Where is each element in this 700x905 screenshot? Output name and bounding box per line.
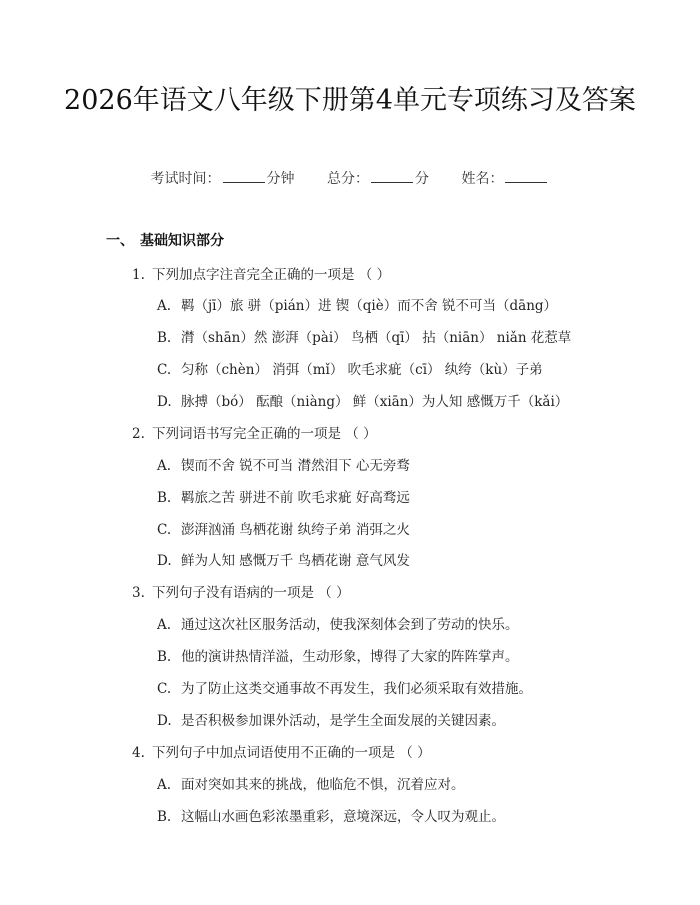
option-letter: A. — [157, 617, 172, 633]
question-number: 2. — [132, 426, 145, 442]
option-text: 这幅山水画色彩浓墨重彩，意境深远，令人叹为观止。 — [181, 809, 505, 825]
option-text: 面对突如其来的挑战，他临危不惧，沉着应对。 — [181, 777, 465, 793]
name-field: 姓名： — [461, 168, 549, 188]
option-text: 脉搏（bó） 酝酿（niàng） 鲜（xiān）为人知 感慨万千（kǎi） — [181, 394, 569, 410]
section-title: 基础知识部分 — [140, 233, 224, 249]
option-text: 羁（jī）旅 骈（pián）进 锲（qiè）而不舍 锐不可当（dāng） — [181, 298, 558, 314]
option-text: 羁旅之苦 骈进不前 吹毛求疵 好高骛远 — [181, 490, 410, 506]
question-text: 下列句子没有语病的一项是 （ ） — [152, 585, 350, 601]
option — [157, 326, 571, 346]
option — [157, 454, 410, 474]
option-letter: C. — [157, 681, 172, 697]
blank-line — [223, 170, 265, 183]
option — [157, 645, 519, 665]
option-letter: B. — [157, 490, 172, 506]
question — [132, 263, 390, 283]
section-heading — [106, 230, 224, 250]
question-text: 下列句子中加点词语使用不正确的一项是 （ ） — [152, 745, 431, 761]
option-letter: D. — [157, 394, 172, 410]
question — [132, 422, 377, 442]
document-title: 2026年语文八年级下册第4单元专项练习及答案 — [64, 85, 636, 116]
question-number: 1. — [132, 267, 145, 283]
option-text: 他的演讲热情洋溢，生动形象，博得了大家的阵阵掌声。 — [181, 649, 519, 665]
option-text: 是否积极参加课外活动，是学生全面发展的关键因素。 — [181, 713, 505, 729]
option — [157, 677, 532, 697]
option-letter: A. — [157, 298, 172, 314]
option — [157, 549, 410, 569]
question-number: 3. — [132, 585, 145, 601]
option-text: 匀称（chèn） 消弭（mǐ） 吹毛求疵（cī） 纨绔（kù）子弟 — [181, 362, 543, 378]
option-text: 澎湃汹涌 鸟栖花谢 纨绔子弟 消弭之火 — [181, 522, 410, 538]
option — [157, 773, 465, 793]
exam-time-field: 考试时间： 分钟 — [150, 171, 295, 187]
option — [157, 613, 519, 633]
question — [132, 741, 431, 761]
option-letter: D. — [157, 713, 172, 729]
option-letter: A. — [157, 777, 172, 793]
option-letter: A. — [157, 458, 172, 474]
option — [157, 709, 505, 729]
option-text: 为了防止这类交通事故不再发生，我们必须采取有效措施。 — [181, 681, 532, 697]
option — [157, 358, 543, 378]
option-letter: D. — [157, 553, 172, 569]
option-letter: B. — [157, 809, 172, 825]
total-score-field: 总分： 分 — [327, 171, 429, 187]
blank-line — [505, 170, 547, 183]
option-letter: C. — [157, 522, 172, 538]
question-text: 下列词语书写完全正确的一项是 （ ） — [152, 426, 377, 442]
option-letter: B. — [157, 649, 172, 665]
question-number: 4. — [132, 745, 145, 761]
option-text: 潸（shān）然 澎湃（pài） 鸟栖（qī） 拈（niān） niǎn 花惹草 — [181, 330, 572, 346]
question-text: 下列加点字注音完全正确的一项是 （ ） — [152, 267, 391, 283]
option-letter: B. — [157, 330, 172, 346]
option — [157, 518, 410, 538]
section-number: 一、 — [106, 233, 134, 249]
option-letter: C. — [157, 362, 172, 378]
option — [157, 294, 557, 314]
option — [157, 805, 505, 825]
question — [132, 581, 350, 601]
option — [157, 390, 568, 410]
option-text: 锲而不舍 锐不可当 潸然泪下 心无旁骛 — [181, 458, 410, 474]
option-text: 通过这次社区服务活动，使我深刻体会到了劳动的快乐。 — [181, 617, 519, 633]
blank-line — [371, 170, 413, 183]
exam-info-line — [0, 168, 700, 188]
option — [157, 486, 410, 506]
option-text: 鲜为人知 感慨万千 鸟栖花谢 意气风发 — [181, 553, 410, 569]
